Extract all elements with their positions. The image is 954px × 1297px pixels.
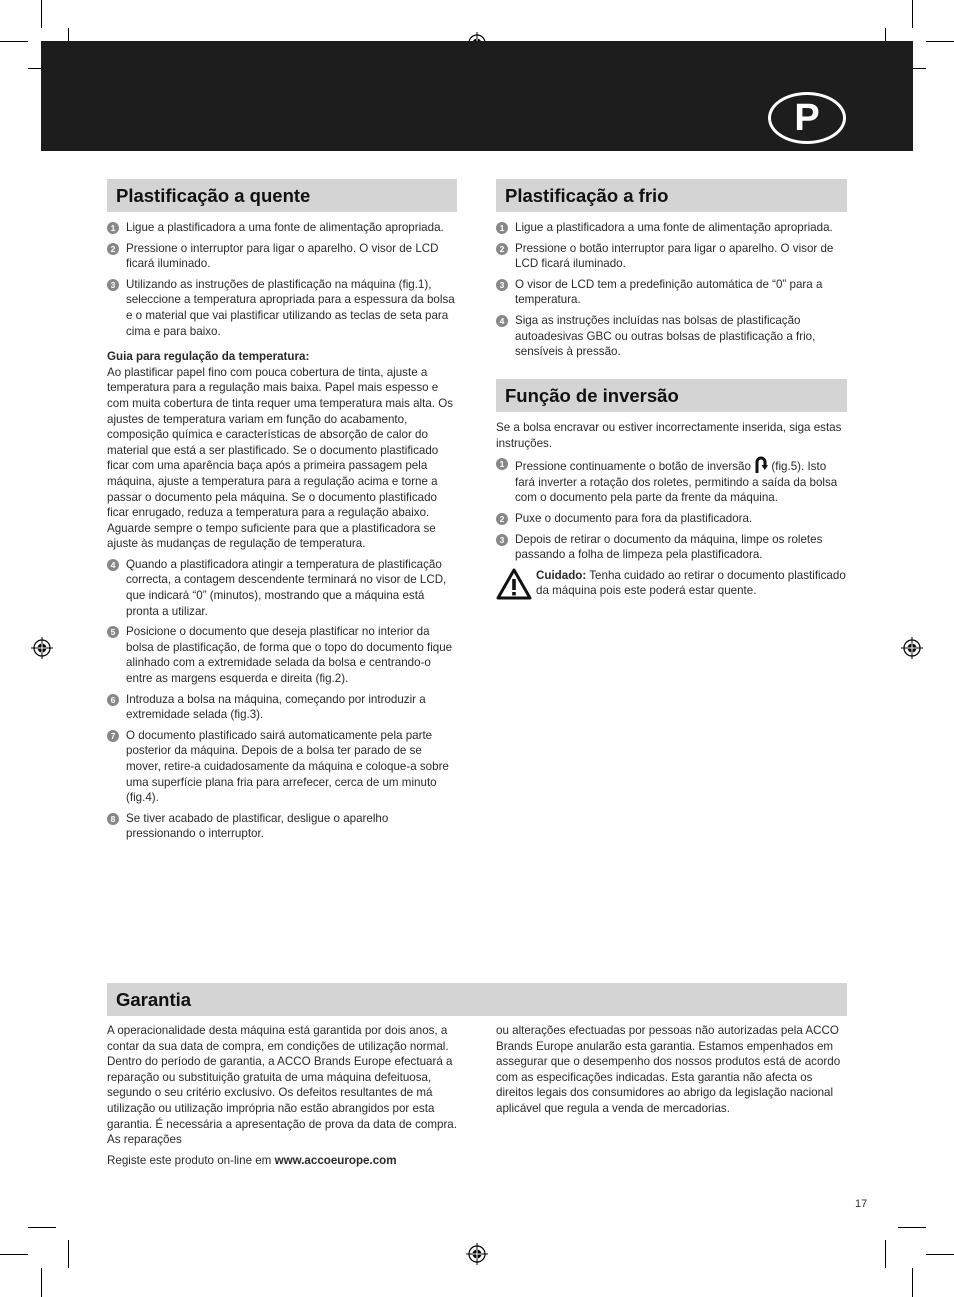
list-item <box>107 728 457 806</box>
page-number: 17 <box>855 1198 868 1210</box>
step-number: 8 <box>107 813 119 825</box>
list-item <box>107 220 457 236</box>
warranty-section <box>107 983 847 1024</box>
step-number: 2 <box>496 513 508 525</box>
list-item <box>496 241 847 272</box>
crop-mark <box>41 0 42 28</box>
temperature-guide-text: Ao plastificar papel fino com pouca cobertura de tinta, ajuste a temperatura para a regulação mais baixa. Papel mais espesso e com muita cobertura de tinta requer uma temperatura mais alta. Os ajustes de temperatura variam em função do acabamento, composição química e características de absorção de calor do material que está a ser plastificado. Se o documento plastificado ficar com uma aparência baça após a primeira passagem pela máquina, ajuste a temperatura para a regulação acima e torne a passar o documento pela máquina. Se o documento plastificado ficar enrugado, reduza a temperatura para a regulação abaixo. Aguarde sempre o tempo suficiente para que a plastificadora se ajuste às mudanças de regulação de temperatura. <box>107 365 454 551</box>
cold-steps <box>496 220 847 360</box>
step-text: (fig.5). Isto fará inverter a rotação dos roletes, permitindo a saída da bolsa com o documento pela parte da frente da máquina. <box>515 460 838 505</box>
step-text: Siga as instruções incluídas nas bolsas de plastificação autoadesivas GBC ou outras bolsas de plastificação a frio, sensíveis à pressão. <box>515 313 816 359</box>
registration-mark-icon <box>901 637 923 659</box>
step-text: Ligue a plastificadora a uma fonte de alimentação apropriada. <box>515 221 833 234</box>
step-text: Depois de retirar o documento da máquina, limpe os roletes passando a folha de limpeza pela plastificadora. <box>515 532 823 562</box>
list-item <box>496 277 847 308</box>
caution-note <box>496 568 847 600</box>
step-text: Quando a plastificadora atingir a temperatura de plastificação correcta, a contagem descendente terminará no visor de LCD, que indicará “0” (minutos), mostrando que a máquina está pronta a utilizar. <box>126 557 447 618</box>
step-text: Introduza a bolsa na máquina, começando por introduzir a extremidade selada (fig.3). <box>126 692 426 722</box>
list-item <box>107 811 457 842</box>
crop-mark <box>926 41 954 42</box>
crop-mark <box>885 1240 886 1268</box>
register-link[interactable]: www.accoeurope.com <box>274 1153 397 1167</box>
step-number: 1 <box>107 222 119 234</box>
crop-mark <box>0 41 28 42</box>
step-text: Ligue a plastificadora a uma fonte de alimentação apropriada. <box>126 221 444 234</box>
list-item <box>107 557 457 619</box>
list-item <box>496 511 847 527</box>
list-item <box>107 241 457 272</box>
step-text: Utilizando as instruções de plastificação na máquina (fig.1), seleccione a temperatura apropriada para a espessura da bolsa e o material que vai plastificar utilizando as teclas de seta para cima e para baixo. <box>126 277 455 338</box>
crop-mark <box>898 1227 926 1228</box>
registration-mark-icon <box>31 637 53 659</box>
warning-icon <box>496 568 532 600</box>
registration-mark-icon <box>466 1243 488 1265</box>
section-title: Plastificação a frio <box>496 179 847 212</box>
hot-lamination-section <box>107 179 457 847</box>
step-number: 4 <box>496 315 508 327</box>
step-text: O documento plastificado sairá automaticamente pela parte posterior da máquina. Depois de a bolsa ter parado de se mover, retire-a cuidadosamente da máquina e coloque-a sobre uma superfície plana fria para arrefecer, cerca de um minuto (fig.4). <box>126 728 449 805</box>
caution-text: Tenha cuidado ao retirar o documento plastificado da máquina pois este poderá estar quente. <box>536 568 846 598</box>
section-title: Plastificação a quente <box>107 179 457 212</box>
temperature-guide-title: Guia para regulação da temperatura: <box>107 350 310 364</box>
cold-lamination-section <box>496 179 847 365</box>
step-number: 1 <box>496 458 508 470</box>
list-item <box>496 456 847 506</box>
step-number: 4 <box>107 559 119 571</box>
crop-mark <box>68 1240 69 1268</box>
step-number: 5 <box>107 626 119 638</box>
crop-mark <box>41 1268 42 1297</box>
register-text: Registe este produto on-line em <box>107 1153 272 1167</box>
hot-steps-a <box>107 220 457 339</box>
crop-mark <box>28 1227 56 1228</box>
step-number: 2 <box>107 243 119 255</box>
warranty-left-column <box>107 1023 457 1173</box>
reverse-steps <box>496 511 847 563</box>
step-text: Posicione o documento que deseja plastificar no interior da bolsa de plastificação, de forma que o topo do documento fique alinhado com a extremidade selada da bolsa e centrando-o entre as margens esquerda e direita (fig.2). <box>126 625 453 686</box>
crop-mark <box>926 1254 954 1255</box>
language-badge: P <box>768 92 846 144</box>
list-item <box>496 220 847 236</box>
step-number: 1 <box>496 222 508 234</box>
hot-steps-b <box>107 557 457 842</box>
section-title: Função de inversão <box>496 379 847 412</box>
step-text: Puxe o documento para fora da plastificadora. <box>515 511 753 525</box>
step-text: Pressione o interruptor para ligar o aparelho. O visor de LCD ficará iluminado. <box>126 241 439 271</box>
step-number: 7 <box>107 730 119 742</box>
caution-label: Cuidado: <box>536 568 587 582</box>
list-item <box>107 277 457 339</box>
step-number: 2 <box>496 243 508 255</box>
warranty-text-left: A operacionalidade desta máquina está garantida por dois anos, a contar da sua data de compra, em condições de utilização normal. Dentro do período de garantia, a ACCO Brands Europe efectuará a reparação ou substituição gratuita de uma máquina defeituosa, segundo o seu critério exclusivo. Os defeitos resultantes de má utilização ou utilização imprópria não estão abrangidos por esta garantia. É necessária a apresentação de prova da data de compra. As reparações <box>107 1024 457 1147</box>
warranty-right-column <box>496 1023 847 1122</box>
warranty-text-right: ou alterações efectuadas por pessoas não autorizadas pela ACCO Brands Europe anularão esta garantia. Estamos empenhados em assegurar que o desempenho dos nossos produtos está de acordo com as especificações indicadas. Esta garantia não afecta os direitos legais dos consumidores ao abrigo da legislação nacional aplicável que regula a venda de mercadorias. <box>496 1024 841 1115</box>
step-text: Pressione o botão interruptor para ligar o aparelho. O visor de LCD ficará iluminado. <box>515 241 834 271</box>
step-text: Pressione continuamente o botão de inversão <box>515 460 751 474</box>
crop-mark <box>912 1268 913 1297</box>
step-number: 3 <box>496 279 508 291</box>
list-item <box>107 692 457 723</box>
list-item <box>496 313 847 360</box>
list-item <box>496 532 847 563</box>
crop-mark <box>912 0 913 28</box>
step-number: 3 <box>107 279 119 291</box>
reverse-intro: Se a bolsa encravar ou estiver incorrectamente inserida, siga estas instruções. <box>496 421 842 450</box>
step-number: 3 <box>496 534 508 546</box>
list-item <box>107 624 457 686</box>
section-title: Garantia <box>107 983 847 1016</box>
reverse-function-section <box>496 379 847 600</box>
reverse-button-icon <box>754 456 768 474</box>
step-text: Se tiver acabado de plastificar, desligue o aparelho pressionando o interruptor. <box>126 811 389 841</box>
crop-mark <box>0 1254 28 1255</box>
step-number: 6 <box>107 694 119 706</box>
register-line <box>107 1153 457 1169</box>
step-text: O visor de LCD tem a predefinição automática de “0” para a temperatura. <box>515 277 823 307</box>
